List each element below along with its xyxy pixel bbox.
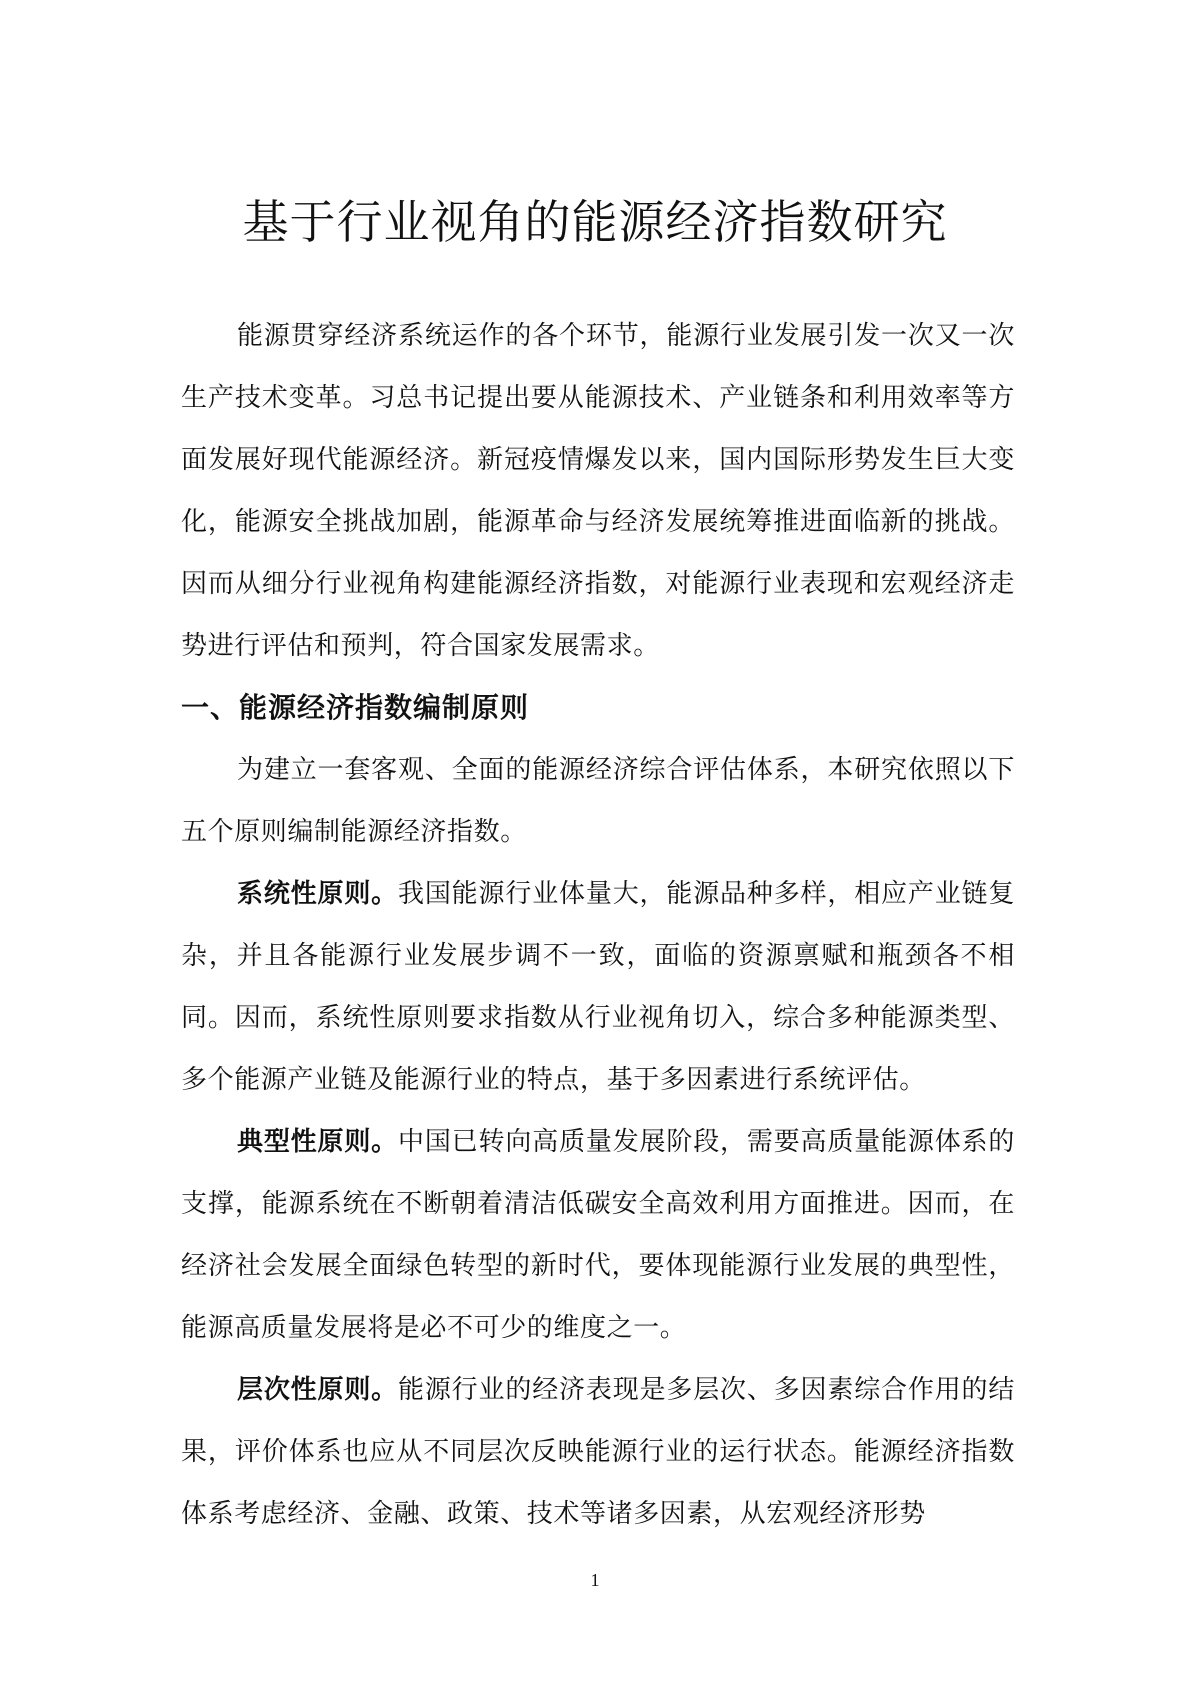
intro-paragraph: 能源贯穿经济系统运作的各个环节，能源行业发展引发一次又一次生产技术变革。习总书记提出要从能源技术、产业链条和利用效率等方面发展好现代能源经济。新冠疫情爆发以来，国内国际形势发生巨大变化，能源安全挑战加剧，能源革命与经济发展统筹推进面临新的挑战。因而从细分行业视角构建能源经济指数，对能源行业表现和宏观经济走势进行评估和预判，符合国家发展需求。 xyxy=(181,321,1015,661)
page-number: 1 xyxy=(590,1570,600,1590)
principle-paragraph-systematic xyxy=(181,863,1015,1111)
principle-lead-typical: 典型性原则。 xyxy=(237,1127,399,1157)
principle-text-systematic: 我国能源行业体量大，能源品种多样，相应产业链复杂，并且各能源行业发展步调不一致，面临的资源禀赋和瓶颈各不相同。因而，系统性原则要求指数从行业视角切入，综合多种能源类型、多个能源产业链及能源行业的特点，基于多因素进行系统评估。 xyxy=(181,879,1015,1095)
section-intro-paragraph: 为建立一套客观、全面的能源经济综合评估体系，本研究依照以下五个原则编制能源经济指数。 xyxy=(181,755,1015,847)
principle-lead-hierarchical: 层次性原则。 xyxy=(237,1375,399,1405)
principle-paragraph-typical xyxy=(181,1111,1015,1359)
principle-text-typical: 中国已转向高质量发展阶段，需要高质量能源体系的支撑，能源系统在不断朝着清洁低碳安全高效利用方面推进。因而，在经济社会发展全面绿色转型的新时代，要体现能源行业发展的典型性，能源高质量发展将是必不可少的维度之一。 xyxy=(181,1127,1015,1343)
principle-text-hierarchical: 能源行业的经济表现是多层次、多因素综合作用的结果，评价体系也应从不同层次反映能源行业的运行状态。能源经济指数体系考虑经济、金融、政策、技术等诸多因素，从宏观经济形势 xyxy=(181,1375,1015,1529)
principle-paragraph-hierarchical xyxy=(181,1359,1015,1545)
section-heading: 一、能源经济指数编制原则 xyxy=(181,691,530,724)
document-body xyxy=(181,305,1015,1545)
principle-lead-systematic: 系统性原则。 xyxy=(237,879,399,909)
document-title: 基于行业视角的能源经济指数研究 xyxy=(242,195,948,249)
